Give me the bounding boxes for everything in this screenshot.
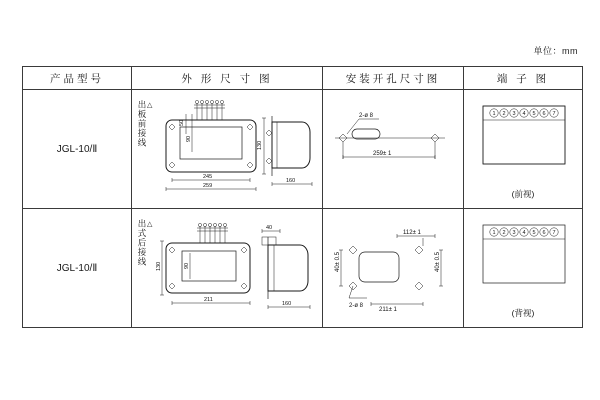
terminal-diagram-2: [464, 209, 582, 327]
terminal-num-4: 4: [522, 230, 526, 236]
terminal-num-4: 4: [522, 111, 526, 117]
dim-40: 40: [266, 225, 273, 231]
terminal-diagram-1: [464, 90, 582, 208]
cell-terminal-2: [464, 209, 583, 328]
cutout-drawing-1: [323, 93, 459, 205]
dim-2-phi8: 2-ø 8: [359, 113, 374, 119]
unit-note: 单位：mm: [533, 46, 578, 56]
dim-211pm1: 211± 1: [379, 307, 397, 313]
dim-160-row2: 160: [282, 301, 292, 307]
cutout-drawing-2: [323, 212, 459, 324]
table-row: [23, 209, 583, 328]
dim-2-phi8-row2: 2-ø 8: [349, 303, 364, 309]
triangle-marker-icon: △: [147, 221, 154, 228]
cell-outline-1: [132, 90, 323, 209]
header-cutout: 安装开孔尺寸图: [323, 67, 464, 90]
outline-label-text-1: 出板前接线: [137, 100, 147, 148]
terminal-num-6: 6: [542, 230, 546, 236]
cell-model-1: JGL-10/Ⅱ: [23, 90, 132, 209]
dim-130: 130: [257, 140, 263, 150]
cell-cutout-2: [323, 209, 464, 328]
terminal-num-5: 5: [532, 111, 536, 117]
table-body: [23, 90, 583, 328]
outline-drawing-rear-wiring: [150, 213, 322, 325]
dim-90: 90: [186, 135, 192, 142]
header-model: 产品型号: [23, 67, 132, 90]
outline-label-text-2: 出式后接线: [137, 219, 147, 267]
terminal-caption-1: (前视): [511, 189, 535, 199]
terminal-num-3: 3: [512, 230, 516, 236]
terminal-num-2: 2: [502, 230, 506, 236]
dim-40pm05-left: 40± 0.5: [335, 252, 341, 272]
cell-cutout-1: [323, 90, 464, 209]
cell-terminal-1: [464, 90, 583, 209]
terminal-drawing-rear: [481, 223, 567, 285]
terminal-num-7: 7: [552, 230, 556, 236]
dim-130-row2: 130: [156, 261, 162, 271]
terminal-num-2: 2: [502, 111, 506, 117]
table-row: [23, 90, 583, 209]
terminal-num-1: 1: [492, 230, 496, 236]
terminal-num-7: 7: [552, 111, 556, 117]
terminal-num-6: 6: [542, 111, 546, 117]
dim-160: 160: [286, 178, 296, 184]
terminal-caption-2: (背视): [511, 308, 535, 318]
dim-90-row2: 90: [184, 262, 190, 269]
cell-outline-2: [132, 209, 323, 328]
dim-211: 211: [204, 297, 213, 303]
terminal-num-1: 1: [492, 111, 496, 117]
header-outline: 外 形 尺 寸 图: [132, 67, 323, 90]
dim-50: 50: [179, 119, 185, 126]
dim-259pm1: 259± 1: [373, 151, 392, 157]
dim-112pm1: 112± 1: [403, 230, 421, 236]
dim-259: 259: [203, 183, 213, 189]
terminal-drawing-front: [481, 104, 567, 166]
dim-245: 245: [203, 174, 213, 180]
outline-drawing-front-wiring: [150, 94, 322, 206]
outline-diagram-1: [132, 90, 322, 208]
triangle-marker-icon: △: [147, 102, 154, 109]
outline-diagram-2: [132, 209, 322, 327]
terminal-num-5: 5: [532, 230, 536, 236]
dim-40pm05-right: 40± 0.5: [435, 252, 441, 272]
spec-table: [22, 66, 583, 328]
cell-model-2: JGL-10/Ⅱ: [23, 209, 132, 328]
table-header: [23, 67, 583, 90]
table-header-row: [23, 67, 583, 90]
header-terminal: 端 子 图: [464, 67, 583, 90]
terminal-num-3: 3: [512, 111, 516, 117]
